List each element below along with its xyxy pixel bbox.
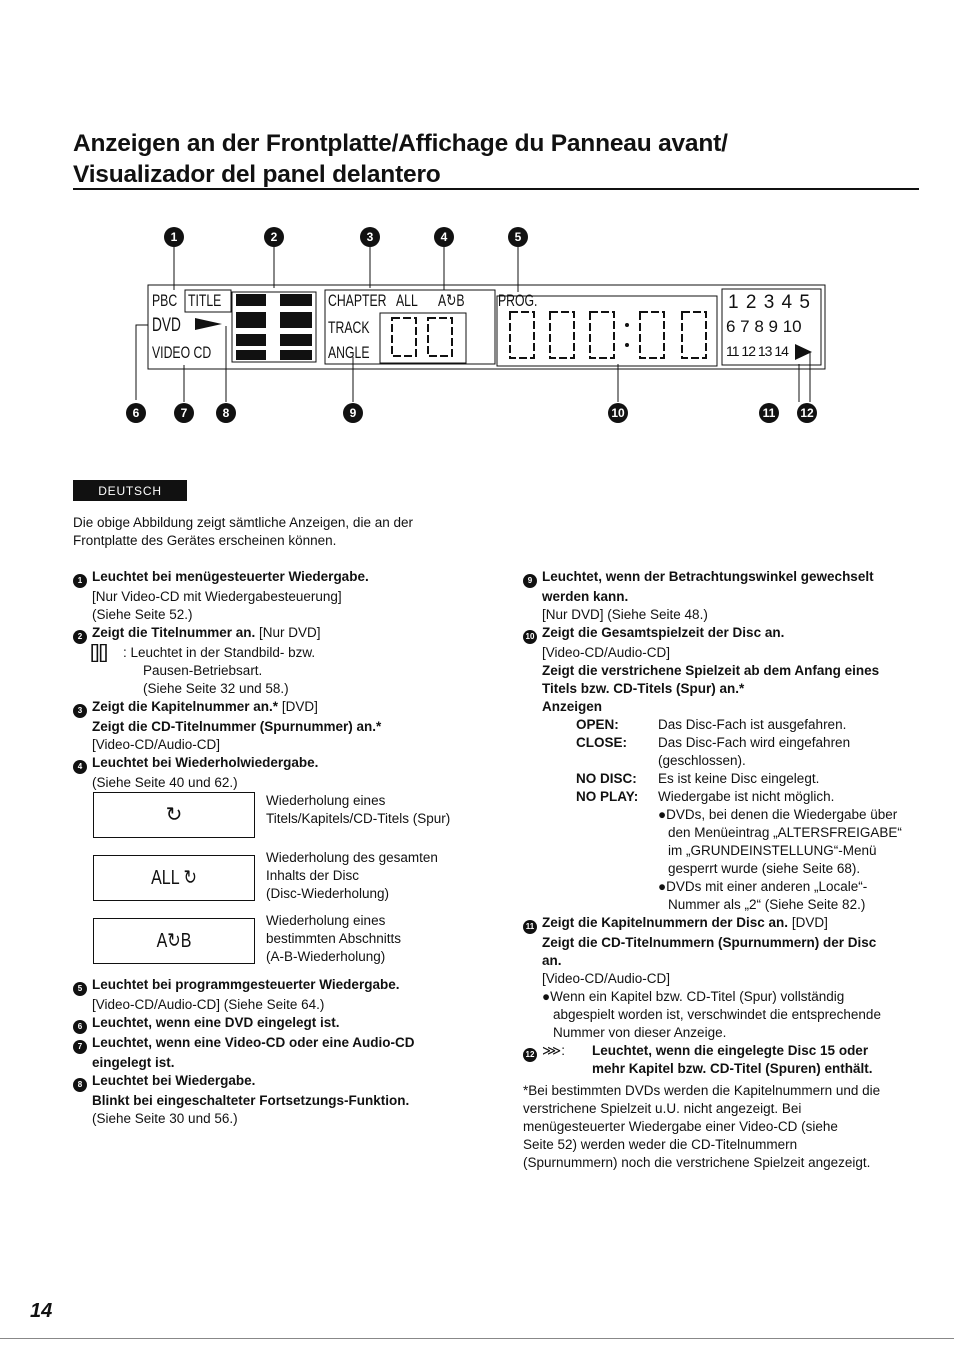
item9-head2: werden kann. (542, 589, 629, 604)
lcd-angle: ANGLE (328, 343, 370, 362)
lcd-all: ALL (396, 291, 418, 310)
noplay-line5: ●DVDs mit einer anderen „Locale“- (658, 879, 868, 894)
bottom-rule (0, 1338, 954, 1339)
noplay-line2: den Menüeintrag „ALTERSFREIGABE“ (668, 825, 902, 840)
footnote-l3: menügesteuerter Wiedergabe einer Video-CD (siehe (523, 1119, 838, 1134)
pause-glyph: [][] (90, 642, 108, 663)
item2-line2: Pausen-Betriebsart. (143, 663, 263, 678)
item11-line2: ●Wenn ein Kapitel bzw. CD-Titel (Spur) vollständig (542, 989, 845, 1004)
callout-4: 4 (434, 227, 454, 247)
bullet-6-icon: 6 (73, 1020, 87, 1034)
nodisc-key: NO DISC: (576, 771, 637, 786)
item10-head: Zeigt die Gesamtspielzeit der Disc an. (542, 625, 785, 640)
item5-head: Leuchtet bei programmgesteuerter Wiedergabe. (92, 977, 400, 992)
bullet-3-icon: 3 (73, 704, 87, 718)
anzeigen-label: Anzeigen (542, 699, 603, 714)
left-column-bottom (73, 976, 493, 1128)
item12-head2: mehr Kapitel bzw. CD-Titel (Spuren) enthält. (592, 1061, 873, 1076)
item11-head2: Zeigt die CD-Titelnummern (Spurnummern) der Disc (542, 935, 877, 950)
callout-10: 10 (608, 403, 628, 423)
noplay-line3: im „GRUNDEINSTELLUNG“-Menü (668, 843, 877, 858)
lcd-pbc: PBC (152, 291, 178, 310)
repeat-desc-1-l1: Wiederholung eines (266, 793, 386, 808)
item5-line1: [Video-CD/Audio-CD] (Siehe Seite 64.) (92, 997, 325, 1012)
repeat-desc-2-l2: Inhalts der Disc (266, 868, 360, 883)
callout-9: 9 (343, 403, 363, 423)
repeat-box-1 (93, 792, 255, 838)
lcd-ab: A↻B (438, 291, 465, 310)
lcd-dvd: DVD (152, 315, 181, 336)
callout-7: 7 (174, 403, 194, 423)
lcd-track: TRACK (328, 318, 370, 337)
item6-head: Leuchtet, wenn eine DVD eingelegt ist. (92, 1015, 340, 1030)
item10-head2: Zeigt die verstrichene Spielzeit ab dem Anfang eines (542, 663, 880, 678)
repeat-symbol-2: ALL ↻ (151, 867, 197, 889)
lcd-video-cd: VIDEO CD (152, 343, 212, 362)
lcd-row1: 1 2 3 4 5 (728, 292, 811, 313)
item8-head2: Blinkt bei eingeschalteter Fortsetzungs-Funktion. (92, 1093, 410, 1108)
item4-line1: (Siehe Seite 40 und 62.) (92, 775, 238, 790)
item10-head3: Titels bzw. CD-Titels (Spur) an.* (542, 681, 745, 696)
diagram-lines (0, 0, 954, 460)
repeat-box-3 (93, 918, 255, 964)
close-key: CLOSE: (576, 735, 628, 750)
item11-line4: Nummer von dieser Anzeige. (553, 1025, 727, 1040)
repeat-desc-2 (266, 849, 438, 903)
open-value: Das Disc-Fach ist ausgefahren. (658, 717, 847, 732)
lcd-row3: 11 12 13 14 (726, 343, 788, 359)
item9-head: Leuchtet, wenn der Betrachtungswinkel gewechselt (542, 569, 874, 584)
page-title-line1: Anzeigen an der Frontplatte/Affichage du Panneau avant/ (73, 130, 728, 157)
front-panel-diagram (0, 0, 954, 460)
lcd-title: TITLE (188, 291, 222, 310)
callout-11: 11 (759, 403, 779, 423)
repeat-desc-2-l3: (Disc-Wiederholung) (266, 886, 390, 901)
repeat-desc-3-l2: bestimmten Abschnitts (266, 931, 402, 946)
item11-line1: [Video-CD/Audio-CD] (542, 971, 671, 986)
bullet-4-icon: 4 (73, 760, 87, 774)
noplay-line4: gesperrt wurde (siehe Seite 68). (668, 861, 861, 876)
close-value1: Das Disc-Fach wird eingefahren (658, 735, 851, 750)
bullet-5-icon: 5 (73, 982, 87, 996)
footnote (523, 1082, 923, 1172)
item3-head2: Zeigt die CD-Titelnummer (Spurnummer) an.* (92, 719, 382, 734)
item11-tail: [DVD] (791, 915, 828, 930)
item7-head2: eingelegt ist. (92, 1055, 175, 1070)
lcd-row2: 6 7 8 9 10 (726, 317, 802, 336)
bullet-1-icon: 1 (73, 574, 87, 588)
item2-head: Zeigt die Titelnummer an. (92, 625, 256, 640)
footnote-l1: *Bei bestimmten DVDs werden die Kapitelnummern und die (523, 1083, 881, 1098)
item1-line2: (Siehe Seite 52.) (92, 607, 193, 622)
close-value2: (geschlossen). (658, 753, 746, 768)
callout-5: 5 (508, 227, 528, 247)
lcd-prog: PROG. (498, 291, 538, 310)
footnote-l2: verstrichene Spielzeit u.U. nicht angezeigt. Bei (523, 1101, 802, 1116)
item4-head: Leuchtet bei Wiederholwiedergabe. (92, 755, 319, 770)
repeat-symbol-1: ↻ (165, 804, 183, 826)
nodisc-value: Es ist keine Disc eingelegt. (658, 771, 820, 786)
bullet-2-icon: 2 (73, 630, 87, 644)
repeat-desc-2-l1: Wiederholung des gesamten (266, 850, 438, 865)
callout-2: 2 (264, 227, 284, 247)
noplay-value: Wiedergabe ist nicht möglich. (658, 789, 835, 804)
noplay-line1: ●DVDs, bei denen die Wiedergabe über (658, 807, 898, 822)
item2-line3: (Siehe Seite 32 und 58.) (143, 681, 289, 696)
item8-line1: (Siehe Seite 30 und 56.) (92, 1111, 238, 1126)
bullet-9-icon: 9 (523, 574, 537, 588)
repeat-symbol-3: A↻B (156, 930, 192, 952)
repeat-desc-3 (266, 912, 401, 966)
item11-line3: abgespielt worden ist, verschwindet die entsprechende (553, 1007, 881, 1022)
language-badge: DEUTSCH (73, 480, 187, 501)
callout-1: 1 (164, 227, 184, 247)
page-title-line2: Visualizador del panel delantero (73, 161, 441, 188)
bullet-10-icon: 10 (523, 630, 537, 644)
callout-12: 12 (797, 403, 817, 423)
open-key: OPEN: (576, 717, 619, 732)
item9-line1: [Nur DVD] (Siehe Seite 48.) (542, 607, 708, 622)
repeat-box-2 (93, 855, 255, 901)
item11-head3: an. (542, 953, 562, 968)
item10-line1: [Video-CD/Audio-CD] (542, 645, 671, 660)
intro-text: Die obige Abbildung zeigt sämtliche Anzeigen, die an der Frontplatte des Gerätes erscheinen können. (73, 515, 413, 548)
item12-head: Leuchtet, wenn die eingelegte Disc 15 oder (592, 1043, 869, 1058)
item2-tail: [Nur DVD] (259, 625, 321, 640)
callout-3: 3 (360, 227, 380, 247)
item11-head: Zeigt die Kapitelnummern der Disc an. (542, 915, 789, 930)
repeat-desc-3-l1: Wiederholung eines (266, 913, 386, 928)
noplay-key: NO PLAY: (576, 789, 639, 804)
item1-line1: [Nur Video-CD mit Wiedergabesteuerung] (92, 589, 342, 604)
footnote-l4: Seite 52) werden weder die CD-Titelnummern (523, 1137, 798, 1152)
footnote-l5: (Spurnummern) noch die verstrichene Spielzeit angezeigt. (523, 1155, 871, 1170)
repeat-desc-3-l3: (A-B-Wiederholung) (266, 949, 386, 964)
repeat-desc-1-l2: Titels/Kapitels/CD-Titels (Spur) (266, 811, 451, 826)
bullet-7-icon: 7 (73, 1040, 87, 1054)
item8-head: Leuchtet bei Wiedergabe. (92, 1073, 256, 1088)
callout-8: 8 (216, 403, 236, 423)
item3-head: Zeigt die Kapitelnummer an.* (92, 699, 279, 714)
multi-chapter-arrow-icon: ⋙: (542, 1043, 565, 1058)
callout-6: 6 (126, 403, 146, 423)
page-number: 14 (30, 1300, 53, 1322)
item2-line1: : Leuchtet in der Standbild- bzw. (123, 645, 316, 660)
bullet-12-icon: 12 (523, 1048, 537, 1062)
repeat-desc-1 (266, 792, 450, 828)
item7-head: Leuchtet, wenn eine Video-CD oder eine Audio-CD (92, 1035, 415, 1050)
bullet-11-icon: 11 (523, 920, 537, 934)
bullet-8-icon: 8 (73, 1078, 87, 1092)
item3-line1: [Video-CD/Audio-CD] (92, 737, 221, 752)
right-column (523, 568, 923, 1078)
lcd-chapter: CHAPTER (328, 291, 387, 310)
item3-tail: [DVD] (281, 699, 318, 714)
noplay-line6: Nummer als „2“ (Siehe Seite 82.) (668, 897, 866, 912)
left-column (73, 568, 493, 792)
item1-head: Leuchtet bei menügesteuerter Wiedergabe. (92, 569, 369, 584)
